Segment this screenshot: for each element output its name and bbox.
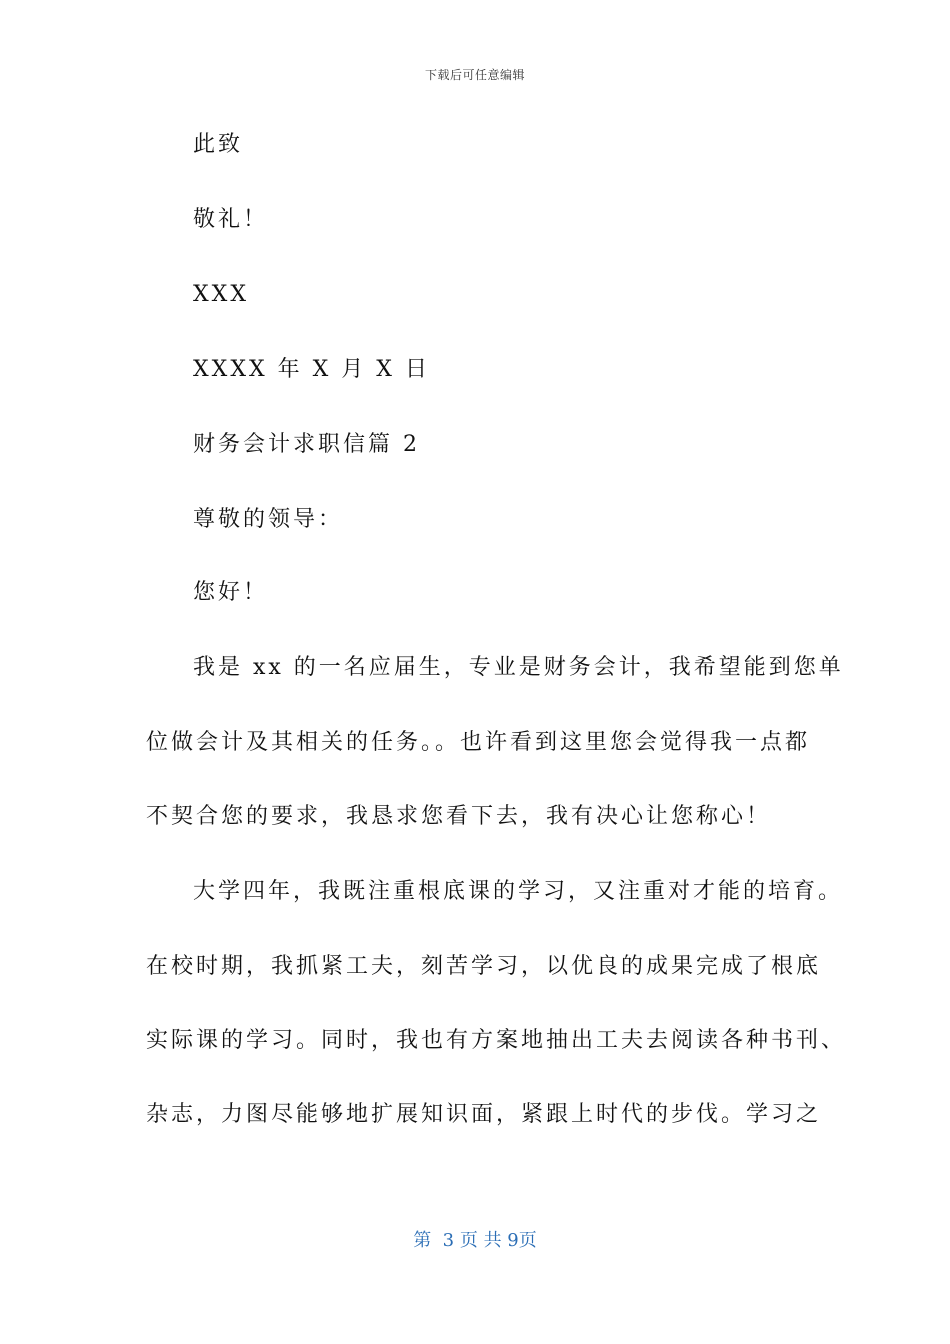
paragraph-line: 大学四年，我既注重根底课的学习，又注重对才能的培育。 (193, 879, 844, 904)
date-line: XXXX 年 X 月 X 日 (193, 357, 430, 382)
paragraph-line: 不契合您的要求，我恳求您看下去，我有决心让您称心！ (146, 804, 772, 829)
section-title: 财务会计求职信篇 2 (193, 432, 420, 457)
paragraph-line: 位做会计及其相关的任务。。也许看到这里您会觉得我一点都 (146, 730, 811, 755)
hello-line: 您好！ (193, 580, 269, 605)
page-number: 第 3 页 共 9页 (413, 1230, 537, 1251)
paragraph-line: 我是 xx 的一名应届生，专业是财务会计，我希望能到您单 (193, 655, 844, 680)
salutation-line: 敬礼！ (193, 207, 269, 232)
greeting-line: 尊敬的领导： (193, 507, 344, 532)
paragraph-line: 实际课的学习。同时，我也有方案地抽出工夫去阅读各种书刊、 (146, 1028, 847, 1053)
paragraph-line: 杂志，力图尽能够地扩展知识面，紧跟上时代的步伐。学习之 (146, 1102, 822, 1127)
closing-line: 此致 (193, 132, 244, 157)
header-note: 下载后可任意编辑 (424, 68, 525, 82)
signature-line: XXX (193, 282, 249, 307)
paragraph-line: 在校时期，我抓紧工夫，刻苦学习，以优良的成果完成了根底 (146, 954, 822, 979)
